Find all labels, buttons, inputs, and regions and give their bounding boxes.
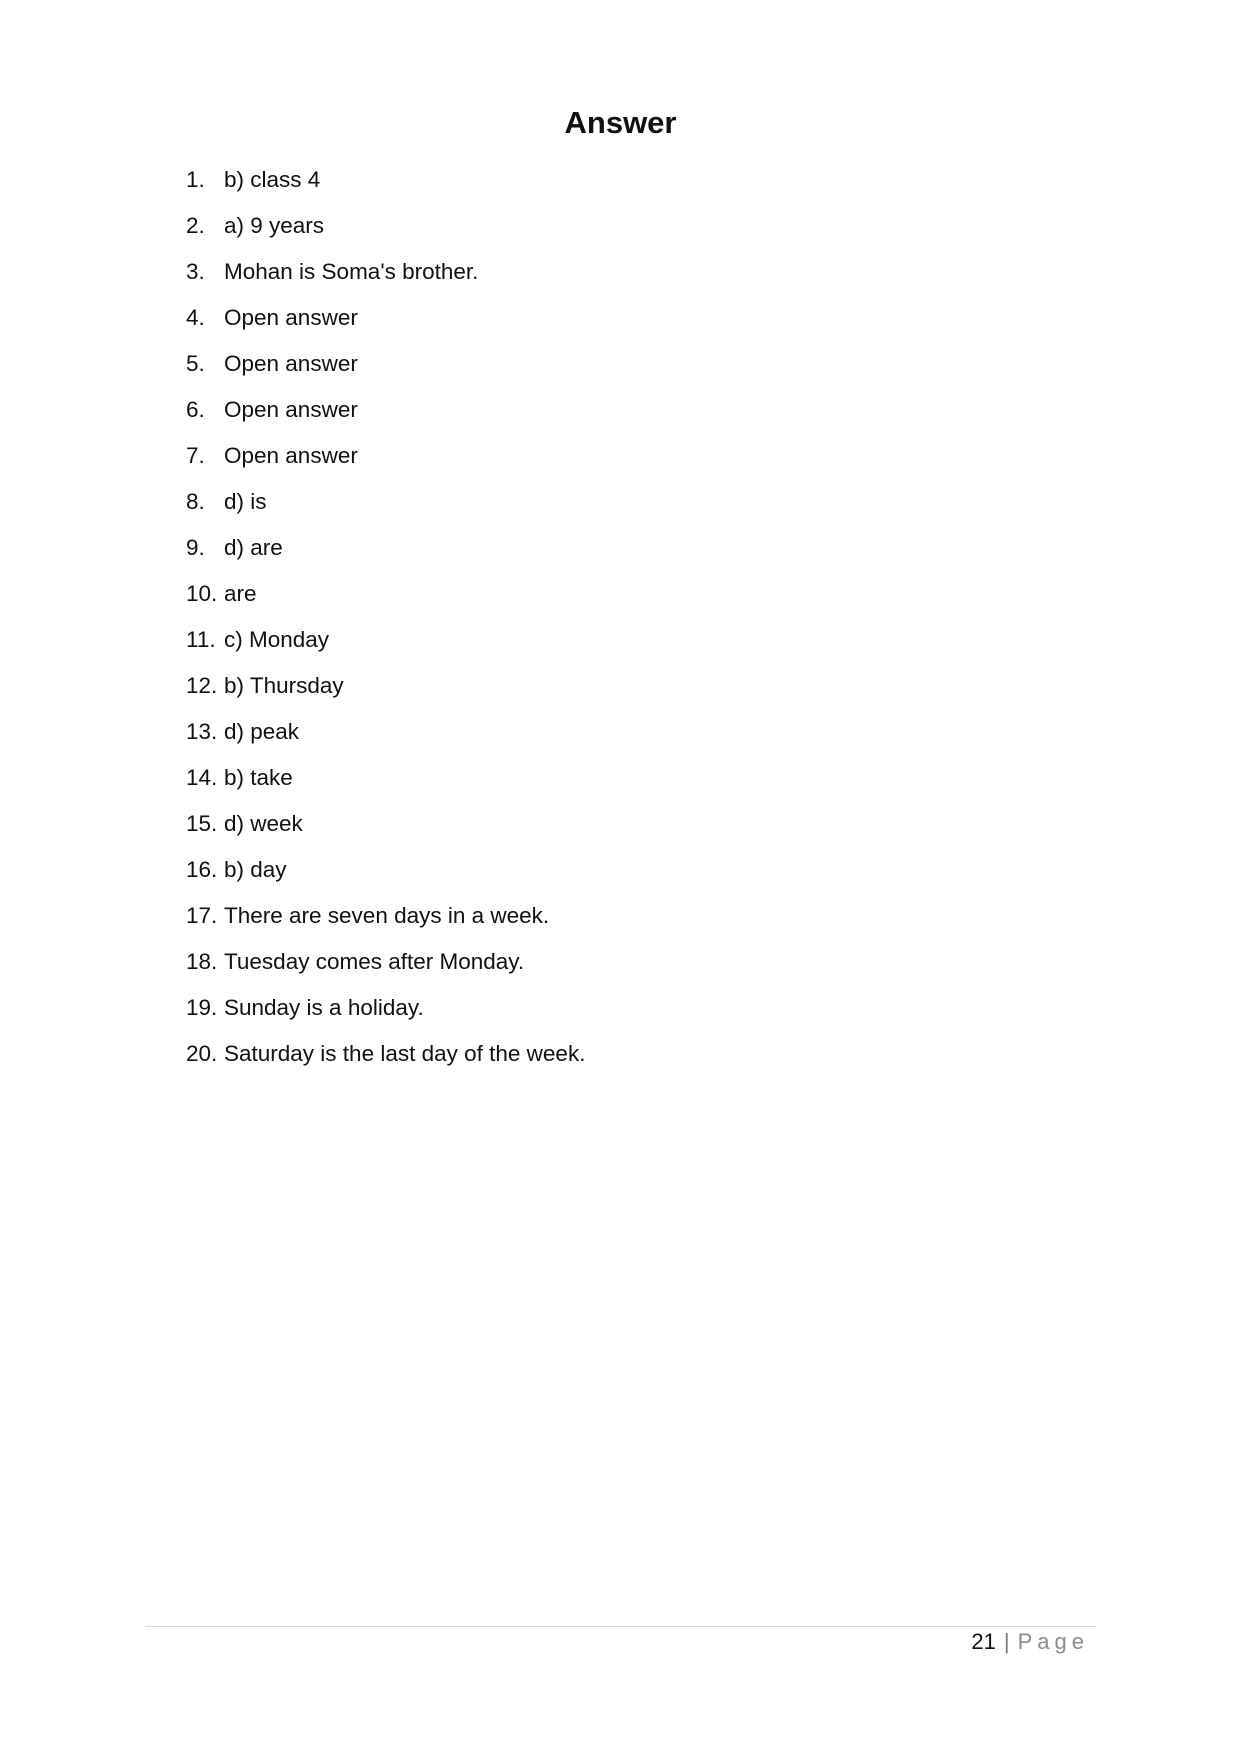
- list-item: [186, 298, 585, 344]
- list-item: [186, 160, 585, 206]
- item-number: 11.: [186, 627, 216, 652]
- item-text: b) day: [224, 857, 287, 882]
- item-text: Saturday is the last day of the week.: [224, 1041, 586, 1066]
- page-title: Answer: [564, 105, 677, 140]
- list-item: [186, 850, 585, 896]
- item-number: 19.: [186, 995, 218, 1020]
- item-text: a) 9 years: [224, 213, 325, 238]
- item-text: Open answer: [224, 397, 358, 422]
- item-text: b) class 4: [224, 167, 321, 192]
- item-number: 15.: [186, 811, 218, 836]
- list-item: [186, 1034, 585, 1080]
- item-text: d) week: [224, 811, 303, 836]
- footer-separator: |: [1003, 1629, 1010, 1654]
- item-number: 14.: [186, 765, 218, 790]
- list-item: [186, 988, 585, 1034]
- list-item: [186, 942, 585, 988]
- item-text: b) take: [224, 765, 293, 790]
- list-item: [186, 482, 585, 528]
- item-number: 4.: [186, 305, 205, 330]
- item-text: Mohan is Soma's brother.: [224, 259, 479, 284]
- item-text: Open answer: [224, 351, 358, 376]
- item-text: d) is: [224, 489, 267, 514]
- page-footer: [971, 1627, 1089, 1657]
- list-item: [186, 436, 585, 482]
- list-item: [186, 344, 585, 390]
- item-text: There are seven days in a week.: [224, 903, 550, 928]
- page-number: 21: [971, 1629, 996, 1654]
- item-text: c) Monday: [224, 627, 330, 652]
- list-item: [186, 758, 585, 804]
- list-item: [186, 896, 585, 942]
- item-number: 5.: [186, 351, 205, 376]
- item-text: Open answer: [224, 443, 358, 468]
- item-number: 1.: [186, 167, 205, 192]
- item-number: 16.: [186, 857, 218, 882]
- item-text: are: [224, 581, 257, 606]
- item-number: 9.: [186, 535, 205, 560]
- page-label: Page: [1017, 1629, 1089, 1654]
- list-item: [186, 712, 585, 758]
- list-item: [186, 804, 585, 850]
- list-item: [186, 528, 585, 574]
- item-number: 10.: [186, 581, 218, 606]
- list-item: [186, 390, 585, 436]
- answer-list: [186, 160, 585, 1080]
- item-text: d) peak: [224, 719, 300, 744]
- list-item: [186, 666, 585, 712]
- item-text: Tuesday comes after Monday.: [224, 949, 525, 974]
- list-item: [186, 206, 585, 252]
- list-item: [186, 574, 585, 620]
- item-text: d) are: [224, 535, 283, 560]
- item-number: 13.: [186, 719, 218, 744]
- item-number: 3.: [186, 259, 205, 284]
- item-number: 2.: [186, 213, 205, 238]
- item-number: 17.: [186, 903, 218, 928]
- item-number: 20.: [186, 1041, 218, 1066]
- list-item: [186, 252, 585, 298]
- item-number: 7.: [186, 443, 205, 468]
- item-number: 8.: [186, 489, 205, 514]
- item-number: 6.: [186, 397, 205, 422]
- item-text: Open answer: [224, 305, 358, 330]
- item-text: Sunday is a holiday.: [224, 995, 424, 1020]
- item-number: 12.: [186, 673, 218, 698]
- item-text: b) Thursday: [224, 673, 344, 698]
- item-number: 18.: [186, 949, 218, 974]
- list-item: [186, 620, 585, 666]
- footer-divider: [145, 1626, 1096, 1627]
